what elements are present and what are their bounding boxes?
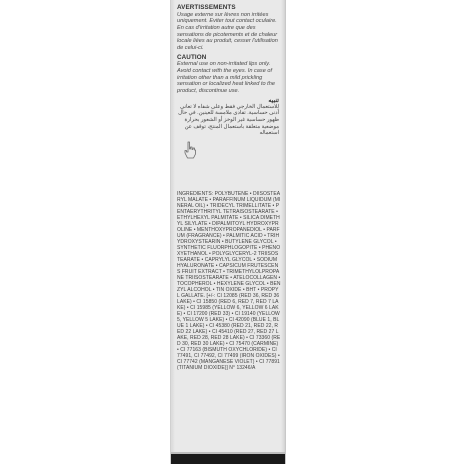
warnings-fr-title: AVERTISSEMENTS [177,4,236,11]
bottom-band [171,454,285,464]
warnings-ar-title: تنبيه [268,96,279,104]
warnings-en-text: External use on non-irritated lips only. Avoid contact with the eyes. In case of irritation other than a mild prickling sensation or localized heat linked to the product, discontinue use. [177,61,275,95]
ingredients-list: INGREDIENTS: POLYBUTENE • DIISOSTEARYL MALATE • PARAFFINUM LIQUIDUM (MINERAL OIL) • TRIDECYL TRIMELLITATE • PENTAERYTHRITYL TETRAISOSTEARATE • ETHYLHEXYL PALMITATE • SILICA DIMETHYL SILYLATE • DIPALMITOYL HYDROXYPROLINE • MENTHOXYPROPANEDIOL • PARFUM (FRAGRANCE) • PALMITIC ACID • TRIHYDROXYSTEARIN • BUTYLENE GLYCOL • SYNTHETIC FLUORPHLOGOPITE • PHENOXYETHANOL • POLYGLYCERYL-2 TRIISOSTEARATE • CAPRYLYL GLYCOL • SODIUM HYALURONATE • CAPSICUM FRUTESCENS FRUIT EXTRACT • TRIMETHYLOLPROPANE TRIISOSTEARATE • ATELOCOLLAGEN • TOCOPHEROL • HEXYLENE GLYCOL • BENZYL ALCOHOL • TIN OXIDE • BHT • PROPYL GALLATE. [+/-: CI 12085 (RED 36, RED 36 LAKE) • CI 15850 (RED 6, RED 7, RED 7 LAKE) • CI 15985 (YELLOW 6, YELLOW 6 LAKE) • CI 17200 (RED 33) • CI 19140 (YELLOW 5, YELLOW 5 LAKE) • CI 42090 (BLUE 1, BLUE 1 LAKE) • CI 45380 (RED 21, RED 22, RED 22 LAKE) • CI 45410 (RED 27, RED 27 LAKE, RED 28, RED 28 LAKE) • CI 73360 (RED 30, RED 30 LAKE) • CI 75470 (CARMINE) • CI 77163 (BISMUTH OXYCHLORIDE) • CI 77491, CI 77492, CI 77499 (IRON OXIDES) • CI 77742 (MANGANESE VIOLET) • CI 77891 (TITANIUM DIOXIDE)] N° 13246/A [177,190,281,371]
warnings-ar-text: للاستعمال الخارجي فقط وعلى شفاه لا تعاني أدنى حساسية. تفادى ملامسة للعينين. في حال ظهور حساسية غير الوخز أو الشعور بحرارة موضعية متعلقة باستعمال المنتج، توقف عن استعماله [178,103,279,137]
warnings-fr-text: Usage externe sur lèvres non irritées uniquement. Eviter tout contact oculaire. En cas d'irritation autre que des sensations de picotements et de chaleur locale liées au produit, cesser l'utilisation de celui-ci. [177,11,278,52]
warnings-en-title: CAUTION [177,53,207,61]
label-panel [170,0,286,464]
label-content [177,4,281,371]
symbol-row [177,139,281,189]
panel-shade-left [171,0,175,464]
panel-shade-right [281,0,285,464]
hand-pointing-icon [183,141,197,159]
